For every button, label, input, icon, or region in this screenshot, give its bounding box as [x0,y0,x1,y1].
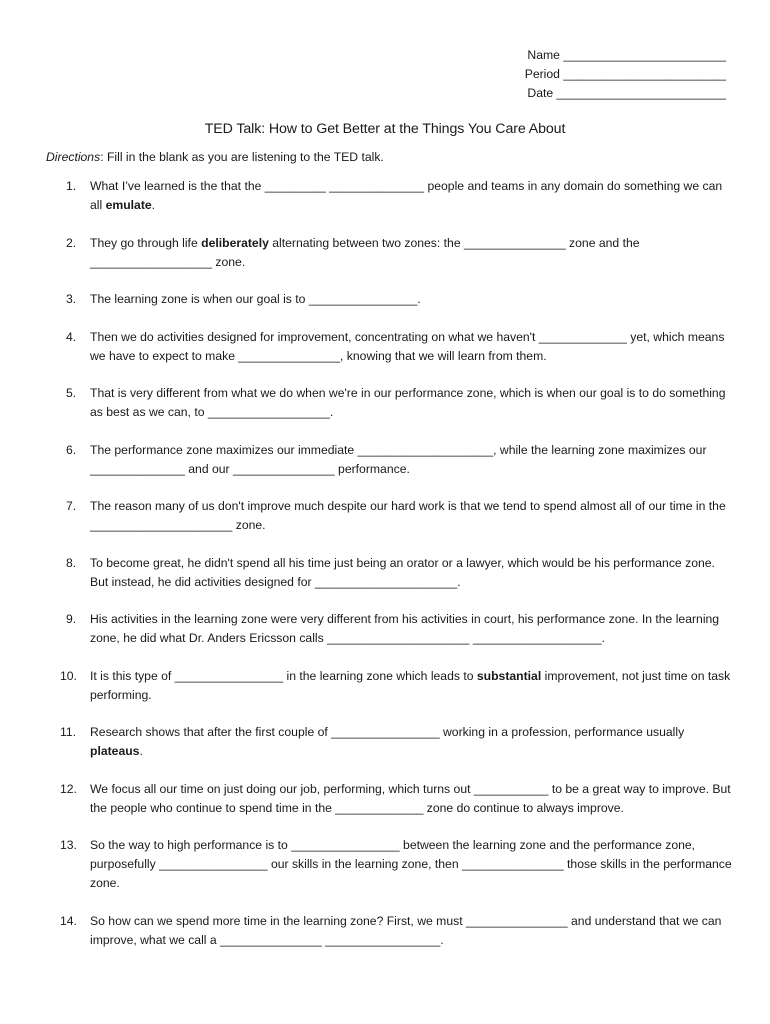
question-text-segment: His activities in the learning zone were very different from his activities in court, his performance zone. In the learning zone, he did what Dr. Anders Ericsson calls _____________________ ___________________. [90,612,720,645]
worksheet-title: TED Talk: How to Get Better at the Things You Care About [204,121,566,137]
question-keyword: emulate [105,198,152,212]
question-number: 3. [66,292,77,306]
question-text-segment: It is this type of ________________ in the learning zone which leads to [90,668,477,683]
name-field: Name ________________________ [527,48,726,62]
question-number: 12. [60,781,77,796]
question-item [46,836,736,893]
question-text-segment: We focus all our time on just doing our job, performing, which turns out ___________ to be a great way to improve. But the people who continue to spend time in the _____________ zone do continue to always improve. [90,781,731,815]
question-item [46,290,736,309]
question-item [46,780,736,818]
question-number: 6. [66,442,77,457]
question-number: 8. [66,555,77,570]
question-text [90,780,736,818]
question-item [46,384,736,422]
question-text-segment: What I’ve learned is the that the _________ ______________ people and teams in any domain do something we can all [90,179,723,212]
question-keyword: substantial [476,668,542,683]
period-field: Period ________________________ [524,67,726,81]
question-text [90,912,736,950]
question-number: 13. [60,838,77,852]
question-text [90,234,736,272]
student-info-fields [496,46,726,103]
directions-text: : Fill in the blank as you are listening to the TED talk. [100,150,384,164]
question-text [90,328,736,366]
question-item [46,723,736,761]
question-text [90,290,736,309]
date-field: Date _________________________ [527,86,726,100]
question-text-segment: The learning zone is when our goal is to ________________. [90,292,421,306]
question-item [46,554,736,592]
question-text-segment: To become great, he didn't spend all his time just being an orator or a lawyer, which would be his performance zone. But instead, he did activities designed for _____________________. [90,555,715,589]
question-keyword: plateaus [90,744,140,758]
question-item [46,912,736,950]
question-item [46,610,736,648]
question-item [46,328,736,366]
question-text-segment: Research shows that after the first couple of ________________ working in a profession, performance usually [90,725,685,739]
question-item [46,177,736,215]
question-text-segment: . [151,198,156,212]
directions [46,150,384,164]
question-text-segment: That is very different from what we do when we're in our performance zone, which is when our goal is to do something as best as we can, to __________________. [90,386,726,419]
question-text-segment: So how can we spend more time in the learning zone? First, we must _______________ and understand that we can improve, what we call a _______________ _________________. [90,913,722,947]
question-item [46,667,736,705]
question-text [90,610,736,648]
question-text [90,667,736,705]
question-text [90,384,736,422]
question-item [46,234,736,272]
question-number: 9. [66,612,77,626]
question-number: 10. [60,668,77,683]
question-text-segment: The performance zone maximizes our immediate ____________________, while the learning zone maximizes our ______________ and our _______________ performance. [90,442,707,476]
question-item [46,441,736,479]
question-number: 4. [66,329,77,344]
question-item [46,497,736,535]
directions-label: Directions [46,150,101,164]
question-text-segment: Then we do activities designed for improvement, concentrating on what we haven't _____________ yet, which means we have to expect to make _______________, knowing that we will learn from them. [90,329,725,363]
question-text-segment: improvement, not just time on task performing. [90,668,731,702]
question-number: 5. [66,386,77,400]
question-text-segment: . [139,744,143,758]
question-text [90,836,736,893]
question-text [90,497,736,535]
question-text [90,177,736,215]
question-keyword: deliberately [201,235,269,250]
question-text-segment: So the way to high performance is to ________________ between the learning zone and the performance zone, purposefully ________________ our skills in the learning zone, then _______________ those skills in the performance zone. [90,838,732,890]
question-number: 7. [66,499,77,513]
question-number: 14. [60,913,77,928]
question-text [90,441,736,479]
question-number: 1. [66,179,77,193]
question-text-segment: The reason many of us don't improve much despite our hard work is that we tend to spend almost all of our time in the _____________________ zone. [90,499,726,532]
question-text [90,723,736,761]
question-list [46,177,736,968]
question-number: 11. [60,725,77,739]
question-text [90,554,736,592]
question-text-segment: They go through life [90,235,202,250]
question-text-segment: alternating between two zones: the _______________ zone and the __________________ zone. [90,235,640,269]
question-number: 2. [66,235,77,250]
